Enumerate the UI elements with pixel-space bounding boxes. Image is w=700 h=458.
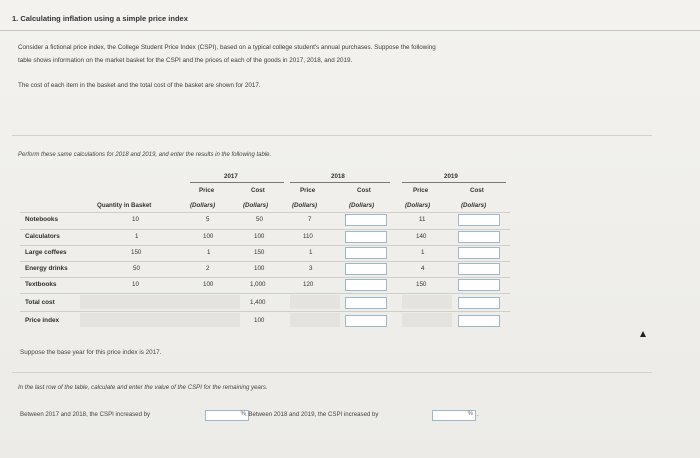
qty-energy-drinks: 50 bbox=[133, 265, 140, 272]
cost-header-2017: Cost bbox=[251, 187, 265, 194]
total-cost-label: Total cost bbox=[25, 299, 55, 306]
dollars-header-p2017: (Dollars) bbox=[190, 202, 216, 209]
increase-1819-label: . Between 2018 and 2019, the CSPI increased by bbox=[245, 411, 379, 418]
section-divider bbox=[12, 372, 652, 373]
row-label-energy-drinks: Energy drinks bbox=[25, 265, 68, 272]
increase-1819-input[interactable] bbox=[432, 410, 476, 421]
qty-textbooks: 10 bbox=[132, 281, 139, 288]
shaded-cells bbox=[290, 295, 340, 309]
row-line bbox=[20, 261, 510, 262]
dollars-header-c2017: (Dollars) bbox=[243, 202, 269, 209]
header-row-line bbox=[20, 212, 510, 213]
cost-header-2019: Cost bbox=[470, 187, 484, 194]
price-2017-energy-drinks: 2 bbox=[206, 265, 210, 272]
cost-2017-energy-drinks: 100 bbox=[254, 265, 265, 272]
year-2017-underline bbox=[190, 182, 284, 183]
end-period: . bbox=[477, 411, 479, 418]
cost-2017-textbooks: 1,000 bbox=[250, 281, 266, 288]
cost-2019-energy-drinks-input[interactable] bbox=[458, 263, 500, 275]
instruction-text: Perform these same calculations for 2018 and 2019, and enter the results in the following table. bbox=[18, 152, 272, 158]
intro-text bbox=[18, 42, 638, 67]
cost-2018-textbooks-input[interactable] bbox=[345, 279, 387, 291]
price-index-2018-input[interactable] bbox=[345, 315, 387, 327]
price-2018-notebooks: 7 bbox=[308, 216, 312, 223]
row-label-large-coffees: Large coffees bbox=[25, 249, 67, 256]
cost-2017-calculators: 100 bbox=[254, 233, 265, 240]
dollars-header-p2018: (Dollars) bbox=[292, 202, 318, 209]
cost-2018-notebooks-input[interactable] bbox=[345, 214, 387, 226]
price-2019-calculators: 140 bbox=[416, 233, 427, 240]
cost-2018-calculators-input[interactable] bbox=[345, 231, 387, 243]
price-header-2019: Price bbox=[413, 187, 429, 194]
title-divider bbox=[0, 30, 700, 31]
shaded-cells bbox=[80, 295, 240, 309]
mouse-cursor-icon bbox=[640, 331, 646, 337]
cost-2019-notebooks-input[interactable] bbox=[458, 214, 500, 226]
base-year-note: Suppose the base year for this price index is 2017. bbox=[20, 349, 162, 356]
total-cost-2019-input[interactable] bbox=[458, 297, 500, 309]
price-2019-large-coffees: 1 bbox=[421, 249, 425, 256]
cost-2017-notebooks: 50 bbox=[256, 216, 263, 223]
price-index-label: Price index bbox=[25, 317, 60, 324]
shaded-cells bbox=[402, 313, 452, 327]
year-2019-underline bbox=[402, 182, 506, 183]
price-2018-energy-drinks: 3 bbox=[309, 265, 313, 272]
row-label-textbooks: Textbooks bbox=[25, 281, 57, 288]
price-2017-textbooks: 100 bbox=[203, 281, 214, 288]
year-2018-header: 2018 bbox=[331, 173, 345, 180]
intro-line-2: table shows information on the market basket for the CSPI and the prices of each of the goods in 2017, 2018, and 2019. bbox=[18, 56, 353, 64]
dollars-header-c2018: (Dollars) bbox=[349, 202, 375, 209]
row-label-notebooks: Notebooks bbox=[25, 216, 59, 223]
price-2019-energy-drinks: 4 bbox=[421, 265, 425, 272]
percent-unit: % bbox=[467, 411, 473, 417]
total-cost-2017: 1,400 bbox=[250, 299, 266, 306]
price-2018-calculators: 110 bbox=[303, 233, 313, 240]
price-index-2019-input[interactable] bbox=[458, 315, 500, 327]
row-line bbox=[20, 311, 510, 312]
price-header-2018: Price bbox=[300, 187, 316, 194]
qty-notebooks: 10 bbox=[132, 216, 139, 223]
cost-note: The cost of each item in the basket and the total cost of the basket are shown for 2017. bbox=[18, 82, 261, 89]
cost-2018-large-coffees-input[interactable] bbox=[345, 247, 387, 259]
last-row-note: In the last row of the table, calculate and enter the value of the CSPI for the remaining years. bbox=[18, 384, 268, 391]
row-line bbox=[20, 229, 510, 230]
row-label-calculators: Calculators bbox=[25, 233, 60, 240]
increase-1718-label: Between 2017 and 2018, the CSPI increased by bbox=[20, 411, 151, 418]
cost-2019-large-coffees-input[interactable] bbox=[458, 247, 500, 259]
price-2019-textbooks: 150 bbox=[416, 281, 427, 288]
price-2017-large-coffees: 1 bbox=[207, 249, 211, 256]
cost-2019-calculators-input[interactable] bbox=[458, 231, 500, 243]
section-divider bbox=[12, 135, 652, 136]
percent-unit: % bbox=[240, 411, 246, 417]
cost-header-2018: Cost bbox=[357, 187, 371, 194]
price-2017-notebooks: 5 bbox=[206, 216, 210, 223]
quantity-header: Quantity in Basket bbox=[97, 202, 152, 209]
shaded-cells bbox=[290, 313, 340, 327]
qty-calculators: 1 bbox=[135, 233, 139, 240]
cost-2017-large-coffees: 150 bbox=[254, 249, 265, 256]
price-2019-notebooks: 11 bbox=[419, 216, 426, 223]
qty-large-coffees: 150 bbox=[131, 249, 142, 256]
price-index-2017: 100 bbox=[254, 317, 265, 324]
row-line bbox=[20, 293, 510, 294]
price-2017-calculators: 100 bbox=[203, 233, 214, 240]
dollars-header-c2019: (Dollars) bbox=[461, 202, 487, 209]
price-2018-large-coffees: 1 bbox=[309, 249, 313, 256]
shaded-cells bbox=[80, 313, 240, 327]
year-2017-header: 2017 bbox=[224, 173, 238, 180]
year-2018-underline bbox=[290, 182, 390, 183]
price-header-2017: Price bbox=[199, 187, 215, 194]
total-cost-2018-input[interactable] bbox=[345, 297, 387, 309]
intro-line-1: Consider a fictional price index, the College Student Price Index (CSPI), based on a typical college student's annual purchases. Suppose the following bbox=[18, 44, 436, 51]
cost-2018-energy-drinks-input[interactable] bbox=[345, 263, 387, 275]
question-title: 1. Calculating inflation using a simple price index bbox=[12, 14, 188, 23]
row-line bbox=[20, 245, 510, 246]
row-line bbox=[20, 277, 510, 278]
dollars-header-p2019: (Dollars) bbox=[405, 202, 431, 209]
shaded-cells bbox=[402, 295, 452, 309]
year-2019-header: 2019 bbox=[444, 173, 458, 180]
cost-2019-textbooks-input[interactable] bbox=[458, 279, 500, 291]
increase-1718-input[interactable] bbox=[205, 410, 249, 421]
price-2018-textbooks: 120 bbox=[303, 281, 314, 288]
